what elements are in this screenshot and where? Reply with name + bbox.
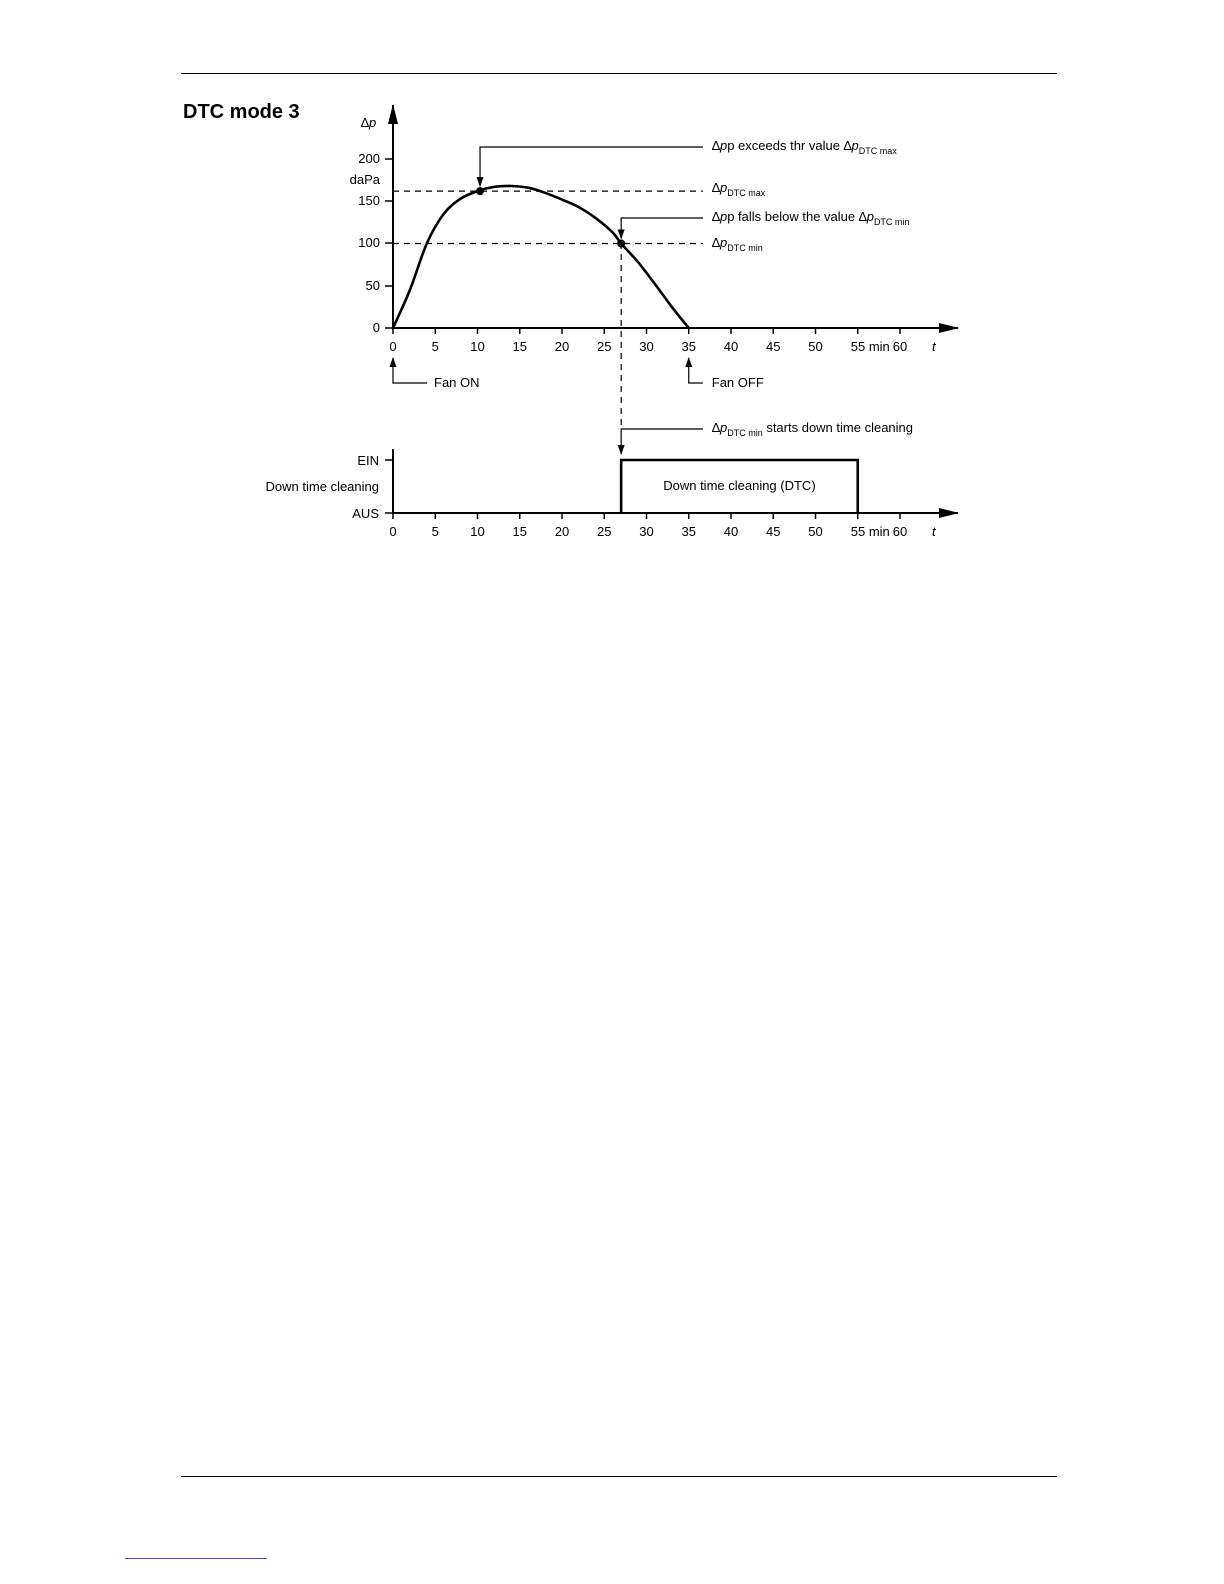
dtc-start-callout-label: $\Delta p_{DTC min}$ starts down time cleaning bbox=[712, 420, 913, 438]
lower-x-tick-label: 0 bbox=[389, 524, 397, 539]
dtc-pulse-label: Down time cleaning (DTC) bbox=[663, 478, 816, 493]
lower-x-tick-label: 60 bbox=[892, 524, 908, 539]
lower-x-tick-label: 10 bbox=[470, 524, 485, 539]
y-tick-label: 100 bbox=[358, 235, 380, 250]
upper-y-ticks bbox=[350, 151, 393, 335]
fan-on-label: Fan ON bbox=[434, 375, 480, 390]
upper-x-axis-symbol: t bbox=[932, 339, 936, 354]
threshold-min-label: $\Delta p_{DTC min}$ bbox=[712, 235, 763, 253]
dtc-start-callout-leader bbox=[621, 429, 703, 454]
lower-y-title: Down time cleaning bbox=[265, 479, 379, 494]
upper-x-tick-label: 40 bbox=[723, 339, 739, 354]
lower-x-axis-symbol: t bbox=[932, 524, 936, 539]
y-tick-label: 50 bbox=[365, 278, 380, 293]
lower-y-off-label: AUS bbox=[352, 506, 379, 521]
threshold-max-label: $\Delta p_{DTC max}$ bbox=[712, 180, 766, 198]
lower-x-tick-label: 25 bbox=[597, 524, 612, 539]
page-bottom-rule bbox=[181, 1476, 1057, 1477]
y-unit-label: daPa bbox=[349, 172, 380, 187]
fan-on-marker bbox=[393, 358, 427, 383]
falls-callout-leader bbox=[621, 218, 703, 239]
footnote-rule bbox=[125, 1558, 267, 1559]
lower-x-tick-label: 35 bbox=[681, 524, 696, 539]
upper-x-tick-label: 25 bbox=[597, 339, 612, 354]
y-tick-label: 0 bbox=[372, 320, 380, 335]
upper-x-tick-label: 0 bbox=[389, 339, 397, 354]
upper-x-tick-label: 60 bbox=[892, 339, 908, 354]
lower-x-ticks bbox=[389, 513, 907, 539]
upper-x-tick-label: 55 min bbox=[850, 339, 890, 354]
fan-off-marker bbox=[689, 358, 703, 383]
upper-x-tick-label: 10 bbox=[470, 339, 485, 354]
upper-x-tick-label: 45 bbox=[766, 339, 781, 354]
upper-x-tick-label: 20 bbox=[554, 339, 570, 354]
lower-x-tick-label: 20 bbox=[554, 524, 570, 539]
lower-y-on-label: EIN bbox=[357, 453, 379, 468]
section-heading: DTC mode 3 bbox=[183, 101, 300, 123]
upper-x-tick-label: 35 bbox=[681, 339, 696, 354]
lower-x-tick-label: 30 bbox=[639, 524, 654, 539]
exceeds-callout-leader bbox=[480, 147, 703, 186]
falls-callout-label: ∆pp falls below the value $\Delta p_{DTC min}$ bbox=[712, 209, 910, 227]
upper-x-ticks bbox=[389, 328, 907, 354]
lower-x-tick-label: 55 min bbox=[850, 524, 890, 539]
y-tick-label: 200 bbox=[358, 151, 380, 166]
upper-x-tick-label: 5 bbox=[431, 339, 439, 354]
exceeds-callout-label: ∆pp exceeds thr value $\Delta p_{DTC max}$ bbox=[712, 138, 897, 156]
y-tick-label: 150 bbox=[358, 193, 380, 208]
upper-y-axis-symbol: ∆p bbox=[361, 115, 377, 130]
upper-x-tick-label: 15 bbox=[512, 339, 527, 354]
lower-x-tick-label: 50 bbox=[808, 524, 823, 539]
lower-x-tick-label: 15 bbox=[512, 524, 527, 539]
upper-x-tick-label: 30 bbox=[639, 339, 654, 354]
lower-x-tick-label: 5 bbox=[431, 524, 439, 539]
pressure-curve bbox=[393, 186, 689, 328]
dtc-mode-diagram bbox=[0, 0, 1224, 600]
lower-x-tick-label: 40 bbox=[723, 524, 739, 539]
upper-x-tick-label: 50 bbox=[808, 339, 823, 354]
lower-x-tick-label: 45 bbox=[766, 524, 781, 539]
threshold-max-crossing-point bbox=[476, 187, 484, 195]
fan-off-label: Fan OFF bbox=[711, 375, 764, 390]
